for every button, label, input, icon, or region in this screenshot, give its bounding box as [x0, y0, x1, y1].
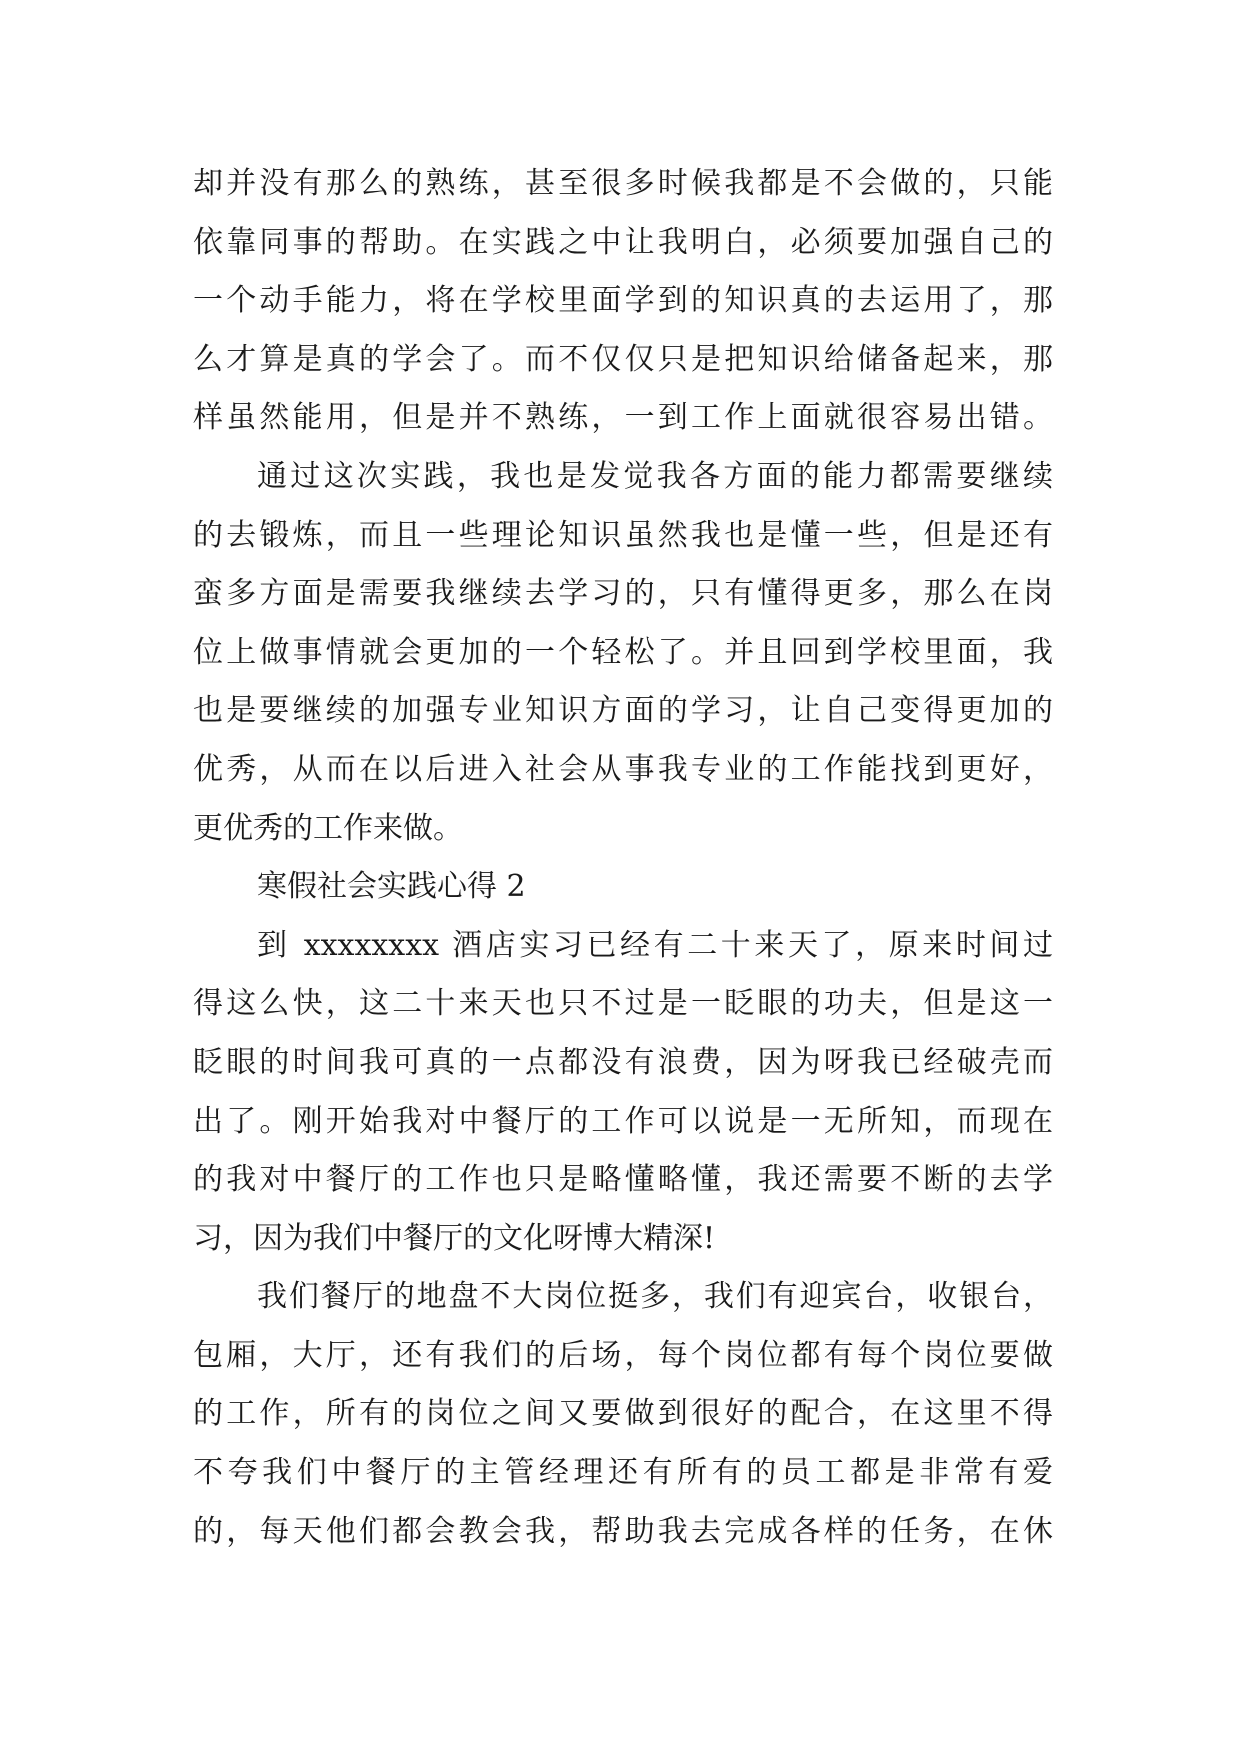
paragraph — [193, 448, 1053, 858]
text-line: 位上做事情就会更加的一个轻松了。并且回到学校里面，我 — [193, 634, 1053, 670]
text-line: 的，每天他们都会教会我，帮助我去完成各样的任务，在休 — [193, 1513, 1053, 1549]
text-line: 却并没有那么的熟练，甚至很多时候我都是不会做的，只能 — [193, 166, 1053, 201]
text-line: 到 xxxxxxxx 酒店实习已经有二十来天了，原来时间过 — [257, 927, 1053, 963]
text-line: 不夸我们中餐厅的主管经理还有所有的员工都是非常有爱 — [193, 1455, 1053, 1491]
text-line: 习，因为我们中餐厅的文化呀博大精深! — [193, 1220, 716, 1256]
text-line: 样虽然能用，但是并不熟练，一到工作上面就很容易出错。 — [193, 400, 1053, 436]
text-line: 依靠同事的帮助。在实践之中让我明白，必须要加强自己的 — [193, 224, 1053, 260]
text-line: 么才算是真的学会了。而不仅仅只是把知识给储备起来，那 — [193, 341, 1053, 377]
paragraph — [193, 1268, 1053, 1561]
text-line: 包厢，大厅，还有我们的后场，每个岗位都有每个岗位要做 — [193, 1337, 1053, 1373]
text-line: 的去锻炼，而且一些理论知识虽然我也是懂一些，但是还有 — [193, 517, 1053, 553]
heading-text: 寒假社会实践心得 2 — [257, 869, 526, 905]
paragraph — [193, 917, 1053, 1269]
text-line: 蛮多方面是需要我继续去学习的，只有懂得更多，那么在岗 — [193, 576, 1053, 612]
section-heading — [193, 858, 1053, 917]
text-line: 也是要继续的加强专业知识方面的学习，让自己变得更加的 — [193, 693, 1053, 729]
text-line: 优秀，从而在以后进入社会从事我专业的工作能找到更好， — [193, 751, 1053, 787]
paragraph — [193, 155, 1053, 448]
text-line: 出了。刚开始我对中餐厅的工作可以说是一无所知，而现在 — [193, 1103, 1053, 1139]
text-line: 一个动手能力，将在学校里面学到的知识真的去运用了，那 — [193, 283, 1053, 319]
text-line: 的工作，所有的岗位之间又要做到很好的配合，在这里不得 — [193, 1396, 1053, 1432]
document-body — [193, 155, 1053, 1561]
text-line: 我们餐厅的地盘不大岗位挺多，我们有迎宾台，收银台， — [257, 1279, 1053, 1315]
text-line: 的我对中餐厅的工作也只是略懂略懂，我还需要不断的去学 — [193, 1162, 1053, 1198]
text-line: 得这么快，这二十来天也只不过是一眨眼的功夫，但是这一 — [193, 986, 1053, 1022]
text-line: 眨眼的时间我可真的一点都没有浪费，因为呀我已经破壳而 — [193, 1044, 1053, 1080]
text-line: 通过这次实践，我也是发觉我各方面的能力都需要继续 — [257, 458, 1053, 494]
text-line: 更优秀的工作来做。 — [193, 810, 463, 846]
